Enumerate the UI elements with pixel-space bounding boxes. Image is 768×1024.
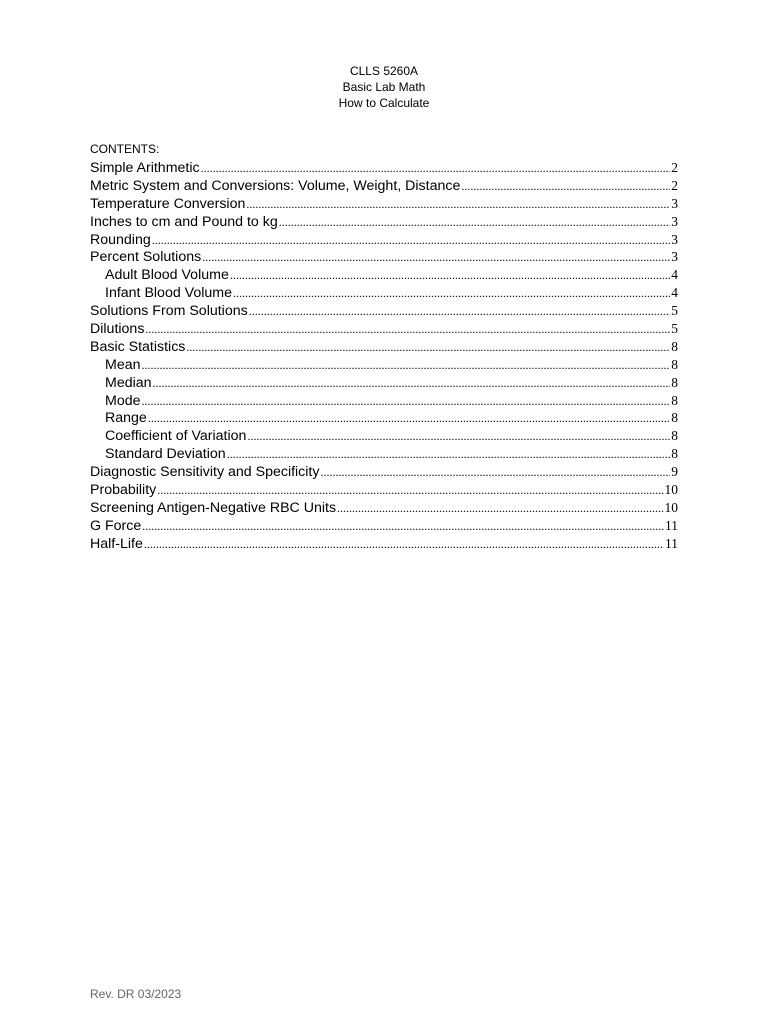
document-subtitle: Basic Lab Math [342,80,426,94]
toc-entry-title: Solutions From Solutions [90,303,248,320]
toc-dot-leader [247,428,670,446]
toc-entry[interactable] [90,266,678,284]
toc-entry-page: 2 [671,177,678,193]
toc-dot-leader [337,500,663,518]
toc-entry-title: Temperature Conversion [90,195,246,212]
toc-entry-title: Basic Statistics [90,338,186,355]
toc-entry-title: Mean [105,356,141,373]
toc-entry[interactable] [90,535,678,553]
toc-entry-page: 3 [671,231,678,247]
toc-dot-leader [148,410,670,428]
toc-entry-page: 4 [671,267,678,283]
document-subtitle-2: How to Calculate [338,96,430,110]
toc-dot-leader [202,249,670,267]
toc-entry[interactable] [90,499,678,517]
toc-dot-leader [230,267,670,285]
toc-entry-title: Median [105,374,152,391]
toc-entry-title: G Force [90,517,142,534]
contents-heading: CONTENTS: [90,142,160,156]
toc-dot-leader [227,446,671,464]
toc-entry[interactable] [90,356,678,374]
toc-dot-leader [279,214,671,232]
toc-entry-page: 10 [664,499,678,515]
toc-dot-leader [157,482,663,500]
toc-entry-title: Metric System and Conversions: Volume, Weight, Distance [90,177,461,194]
toc-entry[interactable] [90,427,678,445]
toc-entry[interactable] [90,213,678,231]
toc-entry-page: 8 [671,338,678,354]
toc-entry-title: Mode [105,392,141,409]
toc-entry-title: Coefficient of Variation [105,428,247,445]
toc-entry-page: 2 [671,160,678,175]
toc-entry[interactable] [90,195,678,213]
toc-entry-page: 8 [671,410,678,426]
toc-entry-title: Half-Life [90,535,143,552]
toc-entry-page: 5 [671,303,678,319]
toc-entry-title: Rounding [90,231,151,248]
toc-dot-leader [153,375,671,393]
toc-entry[interactable] [90,338,678,356]
toc-entry-page: 9 [671,464,678,480]
revision-footer: Rev. DR 03/2023 [90,987,182,1001]
table-of-contents [90,159,678,553]
toc-entry[interactable] [90,517,678,535]
toc-entry[interactable] [90,159,678,177]
toc-dot-leader [201,160,671,178]
toc-entry-title: Dilutions [90,321,145,338]
document-header [0,63,768,111]
toc-dot-leader [142,393,671,411]
toc-entry-page: 8 [671,446,678,462]
toc-entry-title: Adult Blood Volume [105,267,229,284]
toc-dot-leader [320,464,670,482]
toc-entry-page: 11 [665,517,678,533]
toc-entry-page: 8 [671,374,678,390]
toc-entry[interactable] [90,445,678,463]
toc-entry-title: Screening Antigen-Negative RBC Units [90,499,337,516]
toc-entry[interactable] [90,463,678,481]
toc-dot-leader [186,339,670,357]
toc-dot-leader [233,285,670,303]
course-code: CLLS 5260A [349,64,419,78]
toc-entry-page: 3 [671,213,678,229]
toc-entry-page: 8 [671,392,678,408]
toc-entry[interactable] [90,231,678,249]
toc-entry[interactable] [90,374,678,392]
toc-dot-leader [145,321,670,339]
toc-entry-page: 3 [671,249,678,265]
toc-dot-leader [461,178,670,196]
toc-dot-leader [152,232,671,250]
toc-dot-leader [246,196,670,214]
toc-entry-title: Infant Blood Volume [105,285,232,302]
toc-entry[interactable] [90,284,678,302]
toc-entry-page: 3 [671,195,678,211]
toc-entry-page: 4 [671,285,678,301]
toc-entry-title: Standard Deviation [105,446,226,463]
toc-entry-page: 11 [665,535,678,551]
toc-entry-page: 10 [664,482,678,498]
toc-dot-leader [144,536,664,554]
toc-dot-leader [142,357,671,375]
toc-entry-page: 8 [671,356,678,372]
toc-entry-page: 8 [671,428,678,444]
toc-entry[interactable] [90,392,678,410]
toc-entry[interactable] [90,248,678,266]
toc-entry-title: Inches to cm and Pound to kg [90,213,278,230]
toc-entry-title: Percent Solutions [90,249,202,266]
toc-entry-title: Diagnostic Sensitivity and Specificity [90,464,320,481]
toc-entry-page: 5 [671,321,678,337]
toc-entry-title: Simple Arithmetic [90,160,200,176]
toc-entry[interactable] [90,302,678,320]
toc-dot-leader [249,303,671,321]
toc-entry[interactable] [90,177,678,195]
toc-entry-title: Range [105,410,147,427]
toc-dot-leader [142,518,664,536]
toc-entry[interactable] [90,320,678,338]
toc-entry[interactable] [90,409,678,427]
toc-entry-title: Probability [90,482,157,499]
toc-entry[interactable] [90,481,678,499]
